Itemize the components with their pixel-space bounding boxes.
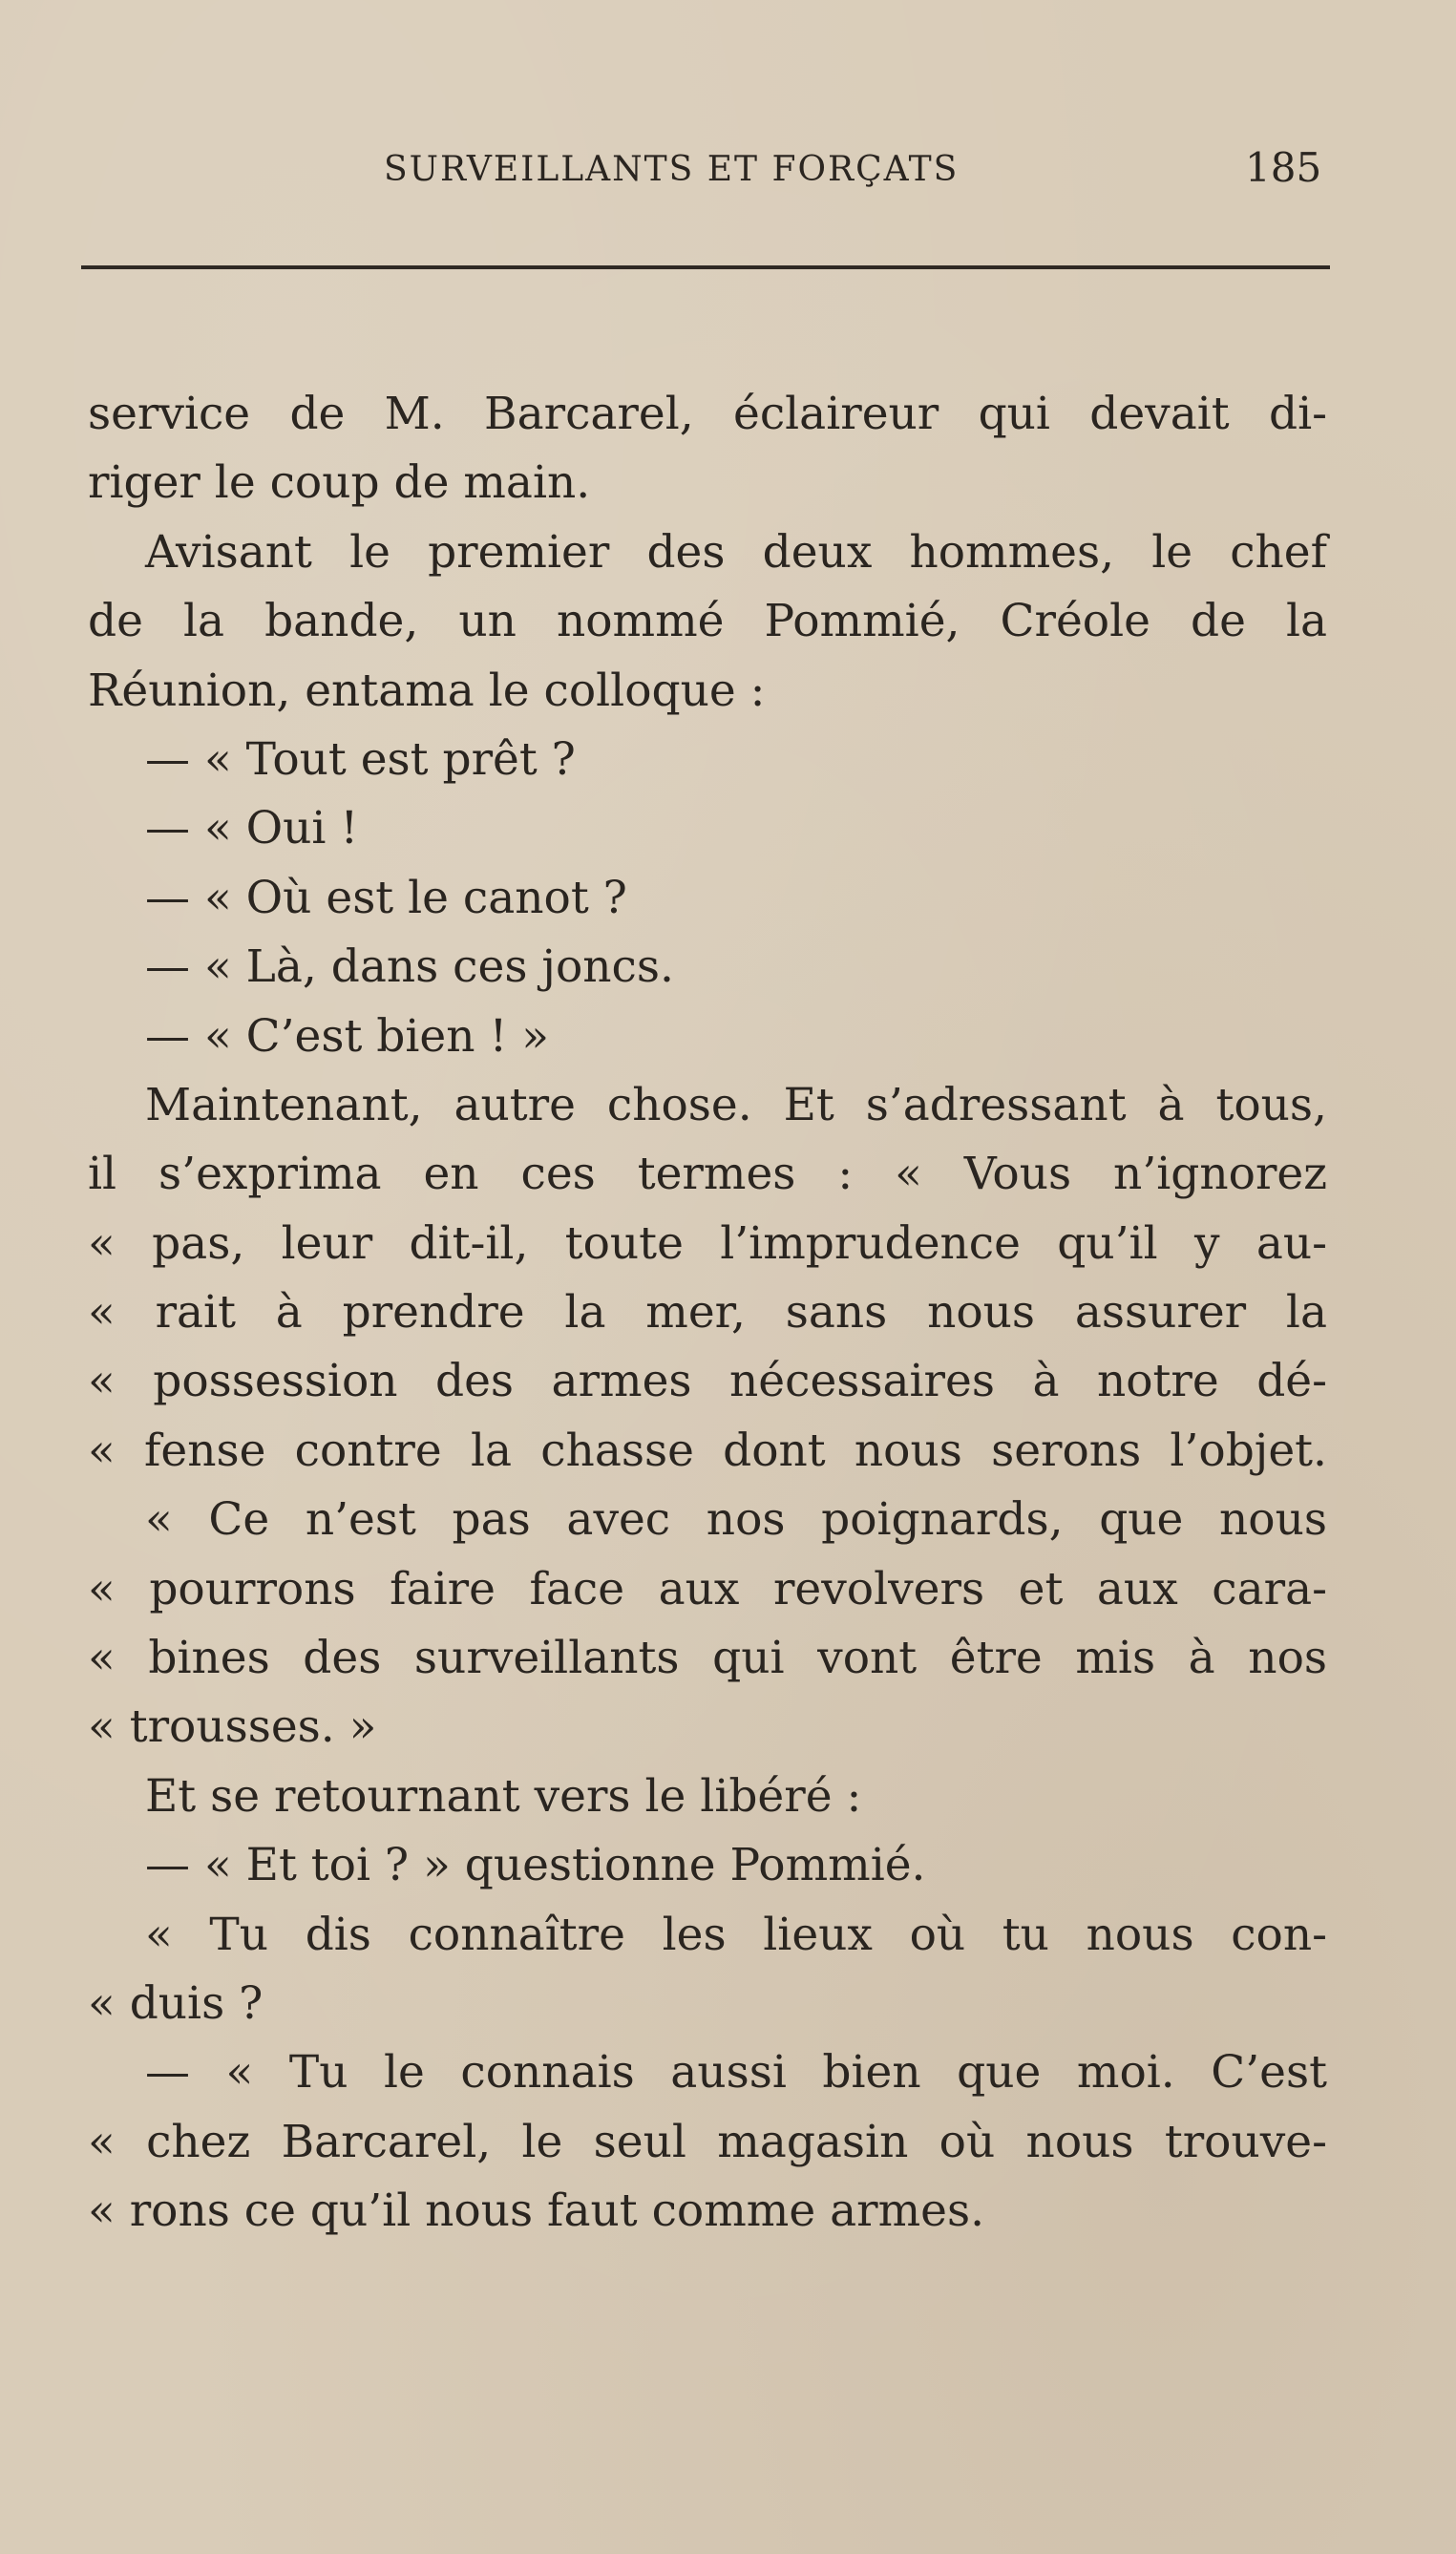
text-line: « fense contre la chasse dont nous serons l’objet. [88, 1424, 1327, 1477]
running-head [88, 138, 1329, 196]
header-rule [81, 265, 1330, 269]
text-line: « chez Barcarel, le seul magasin où nous trouve- [88, 2115, 1327, 2168]
body-text [88, 380, 1327, 2247]
text-line: il s’exprima en ces termes : « Vous n’ignorez [88, 1148, 1327, 1201]
text-line: Avisant le premier des deux hommes, le chef [145, 525, 1327, 579]
text-line: « possession des armes nécessaires à notre dé- [88, 1355, 1327, 1408]
text-line: Maintenant, autre chose. Et s’adressant à tous, [145, 1078, 1327, 1131]
text-line: « trousses. » [88, 1700, 377, 1754]
text-line: « rait à prendre la mer, sans nous assurer la [88, 1286, 1327, 1340]
dialogue-line: — « Oui ! [145, 802, 359, 855]
text-line: Et se retournant vers le libéré : [145, 1769, 862, 1823]
text-line: « Ce n’est pas avec nos poignards, que nous [145, 1493, 1327, 1547]
text-line: « bines des surveillants qui vont être mis à nos [88, 1632, 1327, 1685]
page-number: 185 [1245, 144, 1322, 191]
dialogue-line: — « Et toi ? » questionne Pommié. [145, 1839, 926, 1892]
text-line: « pas, leur dit-il, toute l’imprudence qu’il y au- [88, 1216, 1327, 1270]
running-title: SURVEILLANTS ET FORÇATS [384, 150, 960, 189]
text-line: « pourrons faire face aux revolvers et aux cara- [88, 1562, 1327, 1615]
text-line: service de M. Barcarel, éclaireur qui devait di- [88, 388, 1327, 440]
text-line: « duis ? [88, 1976, 264, 2030]
dialogue-line: — « C’est bien ! » [145, 1009, 550, 1063]
dialogue-line: — « Tout est prêt ? [145, 732, 576, 786]
dialogue-line: — « Tu le connais aussi bien que moi. C’est [145, 2046, 1327, 2100]
dialogue-line: — « Où est le canot ? [145, 871, 627, 924]
text-line: « Tu dis connaître les lieux où tu nous con- [145, 1908, 1327, 1961]
text-line: de la bande, un nommé Pommié, Créole de la [88, 595, 1327, 648]
dialogue-line: — « Là, dans ces joncs. [145, 940, 674, 994]
text-line: Réunion, entama le colloque : [88, 664, 766, 717]
text-line: « rons ce qu’il nous faut comme armes. [88, 2185, 985, 2238]
text-line: riger le coup de main. [88, 456, 591, 510]
